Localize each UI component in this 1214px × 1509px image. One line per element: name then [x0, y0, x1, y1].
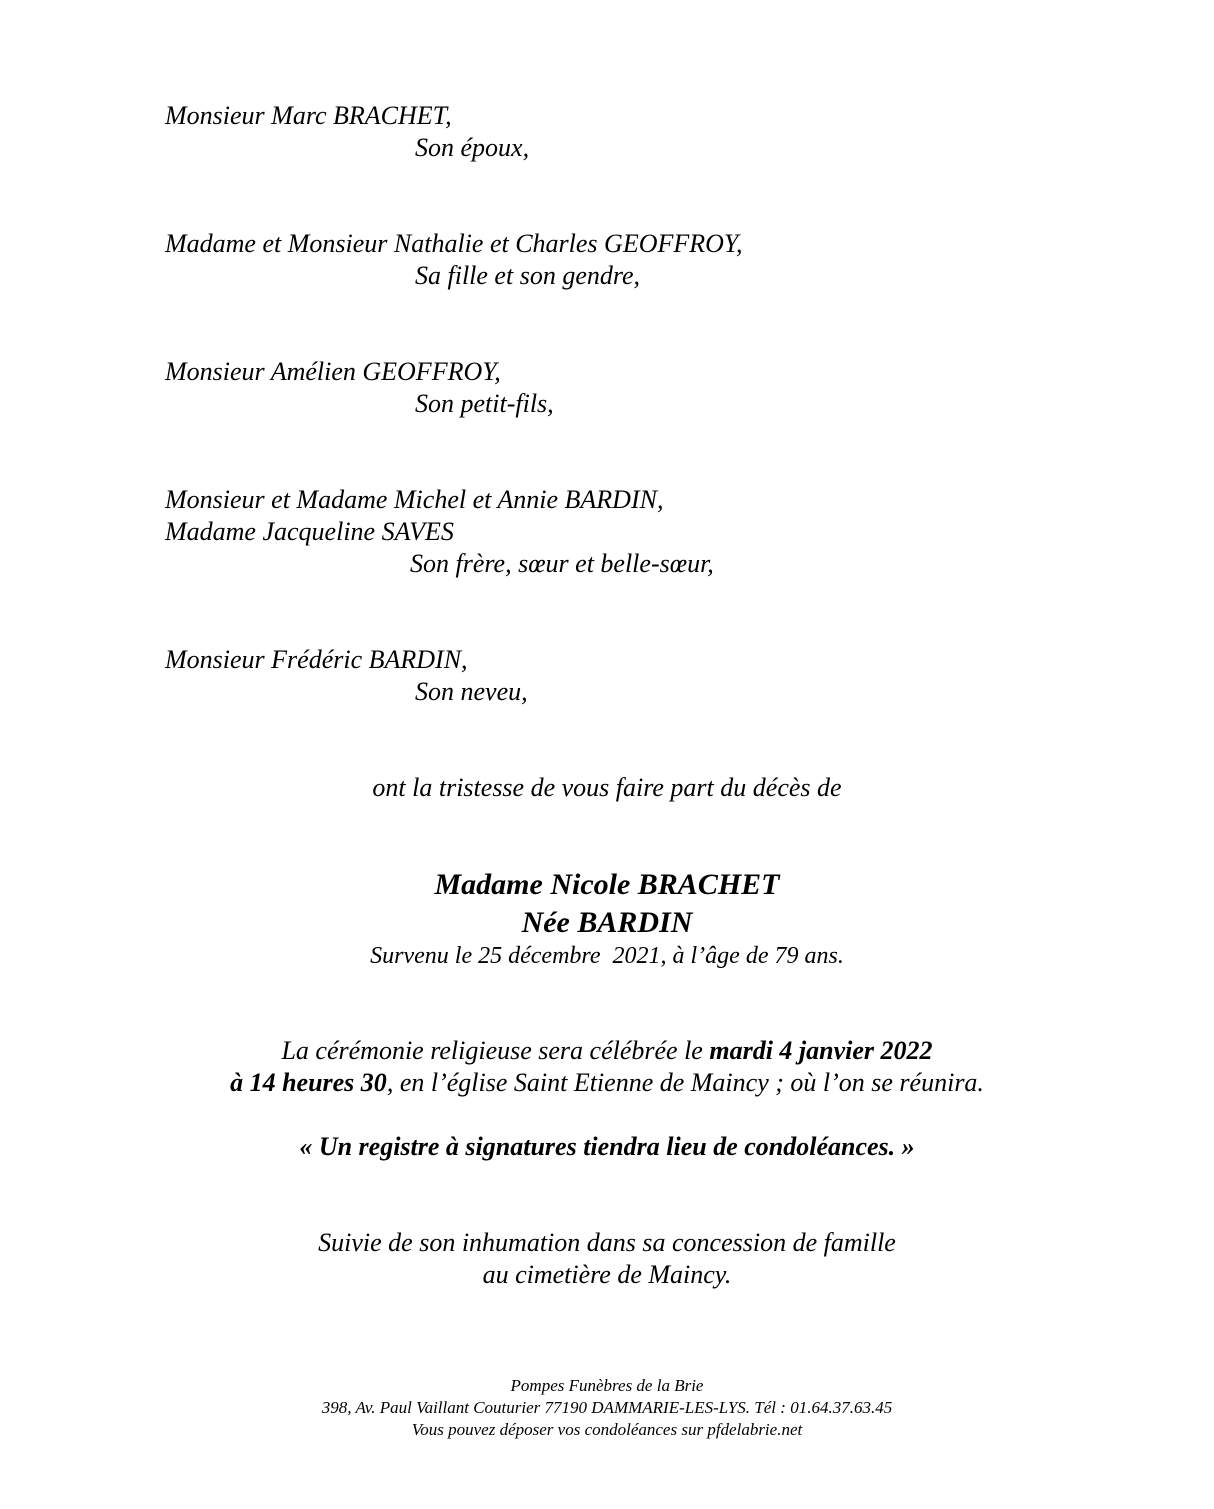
family-member-relation: Son petit-fils, — [415, 389, 554, 418]
deceased-maiden-name: Née BARDIN — [521, 906, 693, 939]
ceremony-time: à 14 heures 30 — [230, 1068, 387, 1097]
family-member-name: Monsieur et Madame Michel et Annie BARDIN, — [165, 485, 664, 514]
family-member-name: Madame Jacqueline SAVES — [165, 517, 454, 546]
ceremony-intro: La cérémonie religieuse sera célébrée le — [281, 1036, 710, 1065]
family-member-name: Monsieur Amélien GEOFFROY, — [165, 357, 501, 386]
footer-company: Pompes Funèbres de la Brie — [510, 1376, 704, 1395]
ceremony-line-1 — [0, 1035, 1214, 1067]
family-member-name: Madame et Monsieur Nathalie et Charles GEOFFROY, — [165, 229, 743, 258]
family-member-relation: Sa fille et son gendre, — [415, 261, 641, 290]
footer-address: 398, Av. Paul Vaillant Couturier 77190 DAMMARIE-LES-LYS. Tél : 01.64.37.63.45 — [321, 1398, 893, 1417]
deceased-name: Madame Nicole BRACHET — [434, 868, 780, 901]
family-member-relation: Son époux, — [415, 133, 530, 162]
family-member-name: Monsieur Frédéric BARDIN, — [165, 645, 468, 674]
burial-line-1: Suivie de son inhumation dans sa concession de famille — [318, 1228, 896, 1257]
family-member-relation: Son frère, sœur et belle-sœur, — [410, 549, 714, 578]
ceremony-date: mardi 4 janvier 2022 — [709, 1036, 933, 1065]
burial-line-2: au cimetière de Maincy. — [482, 1260, 732, 1289]
announcement-text: ont la tristesse de vous faire part du décès de — [372, 773, 842, 802]
death-date-line: Survenu le 25 décembre 2021, à l’âge de 79 ans. — [370, 943, 844, 969]
family-member-relation: Son neveu, — [415, 677, 528, 706]
registry-note: « Un registre à signatures tiendra lieu de condoléances. » — [299, 1132, 915, 1161]
footer-website: Vous pouvez déposer vos condoléances sur pfdelabrie.net — [411, 1420, 803, 1439]
family-member-name: Monsieur Marc BRACHET, — [165, 101, 452, 130]
ceremony-line-2 — [0, 1067, 1214, 1099]
ceremony-location: , en l’église Saint Etienne de Maincy ; où l’on se réunira. — [386, 1068, 984, 1097]
